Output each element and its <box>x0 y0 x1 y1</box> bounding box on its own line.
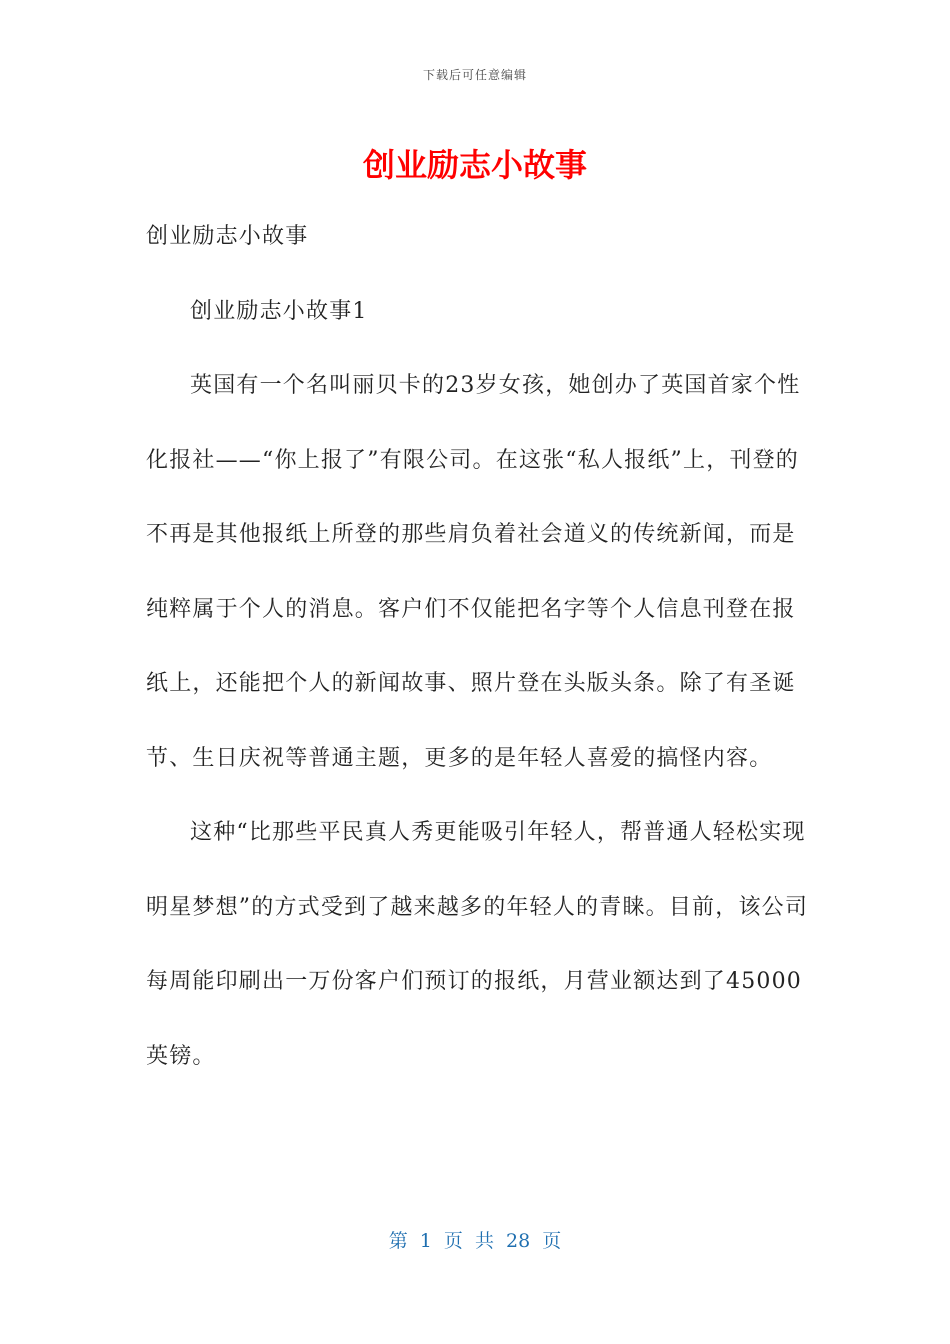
body-paragraph: 英国有一个名叫丽贝卡的23岁女孩，她创办了英国首家个性化报社——“你上报了”有限公司。在这张“私人报纸”上，刊登的不再是其他报纸上所登的那些肩负着社会道义的传统新闻，而是纯粹属于个人的消息。客户们不仅能把名字等个人信息刊登在报纸上，还能把个人的新闻故事、照片登在头版头条。除了有圣诞节、生日庆祝等普通主题，更多的是年轻人喜爱的搞怪内容。 <box>146 373 801 771</box>
document-body <box>146 200 811 1094</box>
section-heading: 创业励志小故事1 <box>190 298 368 324</box>
page-number: 第 1 页 共 28 页 <box>388 1230 562 1252</box>
document-title: 创业励志小故事 <box>362 146 587 184</box>
subtitle-paragraph: 创业励志小故事 <box>146 224 309 249</box>
body-paragraph: 这种“比那些平民真人秀更能吸引年轻人，帮普通人轻松实现明星梦想”的方式受到了越来越多的年轻人的青睐。目前，该公司每周能印刷出一万份客户们预订的报纸，月营业额达到了45000英镑。 <box>146 820 809 1069</box>
header-note: 下载后可任意编辑 <box>422 68 527 82</box>
